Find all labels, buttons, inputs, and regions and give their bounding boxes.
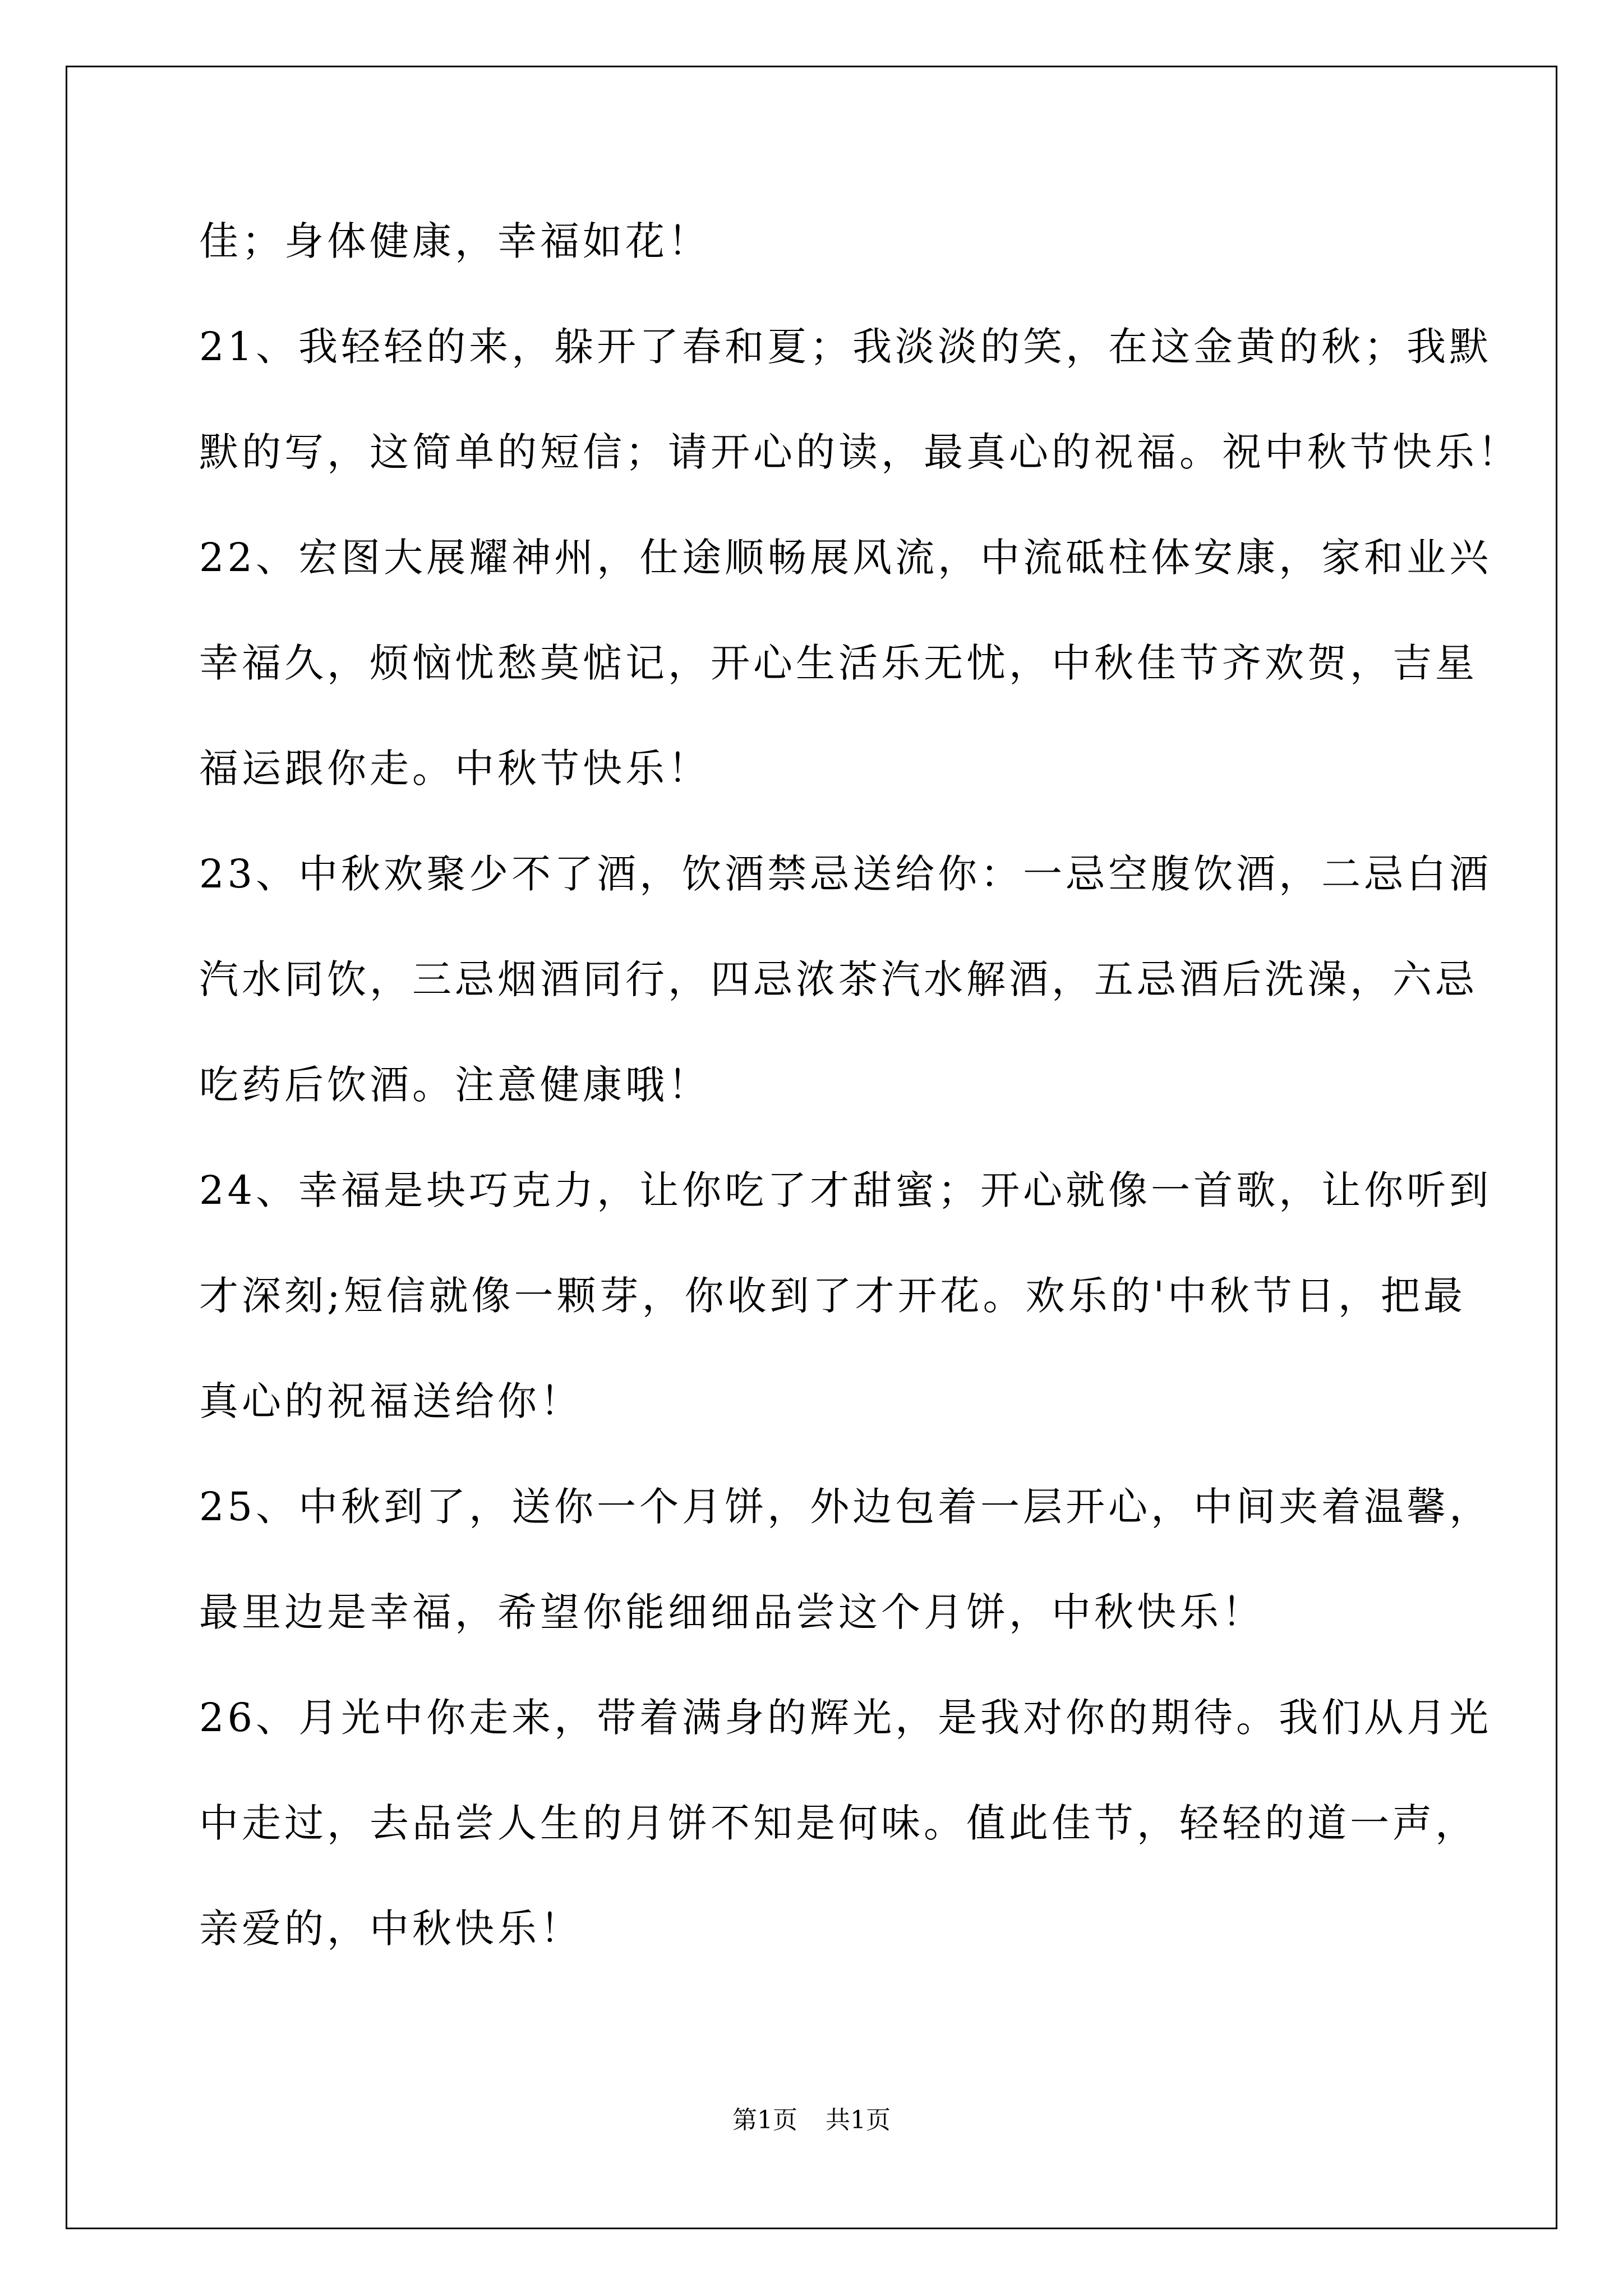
text-line: 真心的祝福送给你！ [199,1378,583,1424]
page-number: 第1页 [732,2106,797,2134]
text-line: 中走过，去品尝人生的月饼不知是何味。值此佳节，轻轻的道一声， [199,1800,1478,1846]
text-line: 22、宏图大展耀神州，仕途顺畅展风流，中流砥柱体安康，家和业兴 [199,535,1492,581]
text-line: 最里边是幸福，希望你能细细品尝这个月饼，中秋快乐！ [199,1589,1265,1635]
text-line: 汽水同饮，三忌烟酒同行，四忌浓茶汽水解酒，五忌酒后洗澡，六忌 [199,956,1478,1002]
text-line: 24、幸福是块巧克力，让你吃了才甜蜜；开心就像一首歌，让你听到 [199,1167,1492,1213]
text-line: 幸福久，烦恼忧愁莫惦记，开心生活乐无忧，中秋佳节齐欢贺，吉星 [199,640,1478,686]
text-line: 吃药后饮酒。注意健康哦！ [199,1062,711,1108]
page-total: 共1页 [826,2106,891,2134]
text-line: 亲爱的，中秋快乐！ [199,1906,583,1952]
text-line: 23、中秋欢聚少不了酒，饮酒禁忌送给你：一忌空腹饮酒，二忌白酒 [199,851,1492,897]
text-line: 才深刻;短信就像一颗芽，你收到了才开花。欢乐的'中秋节日，把最 [199,1273,1466,1319]
text-line: 26、月光中你走来，带着满身的辉光，是我对你的期待。我们从月光 [199,1695,1492,1741]
text-line: 默的写，这简单的短信；请开心的读，最真心的祝福。祝中秋节快乐！ [199,429,1520,475]
text-line: 25、中秋到了，送你一个月饼，外边包着一层开心，中间夹着温馨， [199,1484,1492,1530]
text-line: 福运跟你走。中秋节快乐！ [199,746,711,792]
text-line: 21、我轻轻的来，躲开了春和夏；我淡淡的笑，在这金黄的秋；我默 [199,324,1492,370]
page-footer [0,2104,1623,2137]
text-line: 佳；身体健康，幸福如花！ [199,218,711,264]
